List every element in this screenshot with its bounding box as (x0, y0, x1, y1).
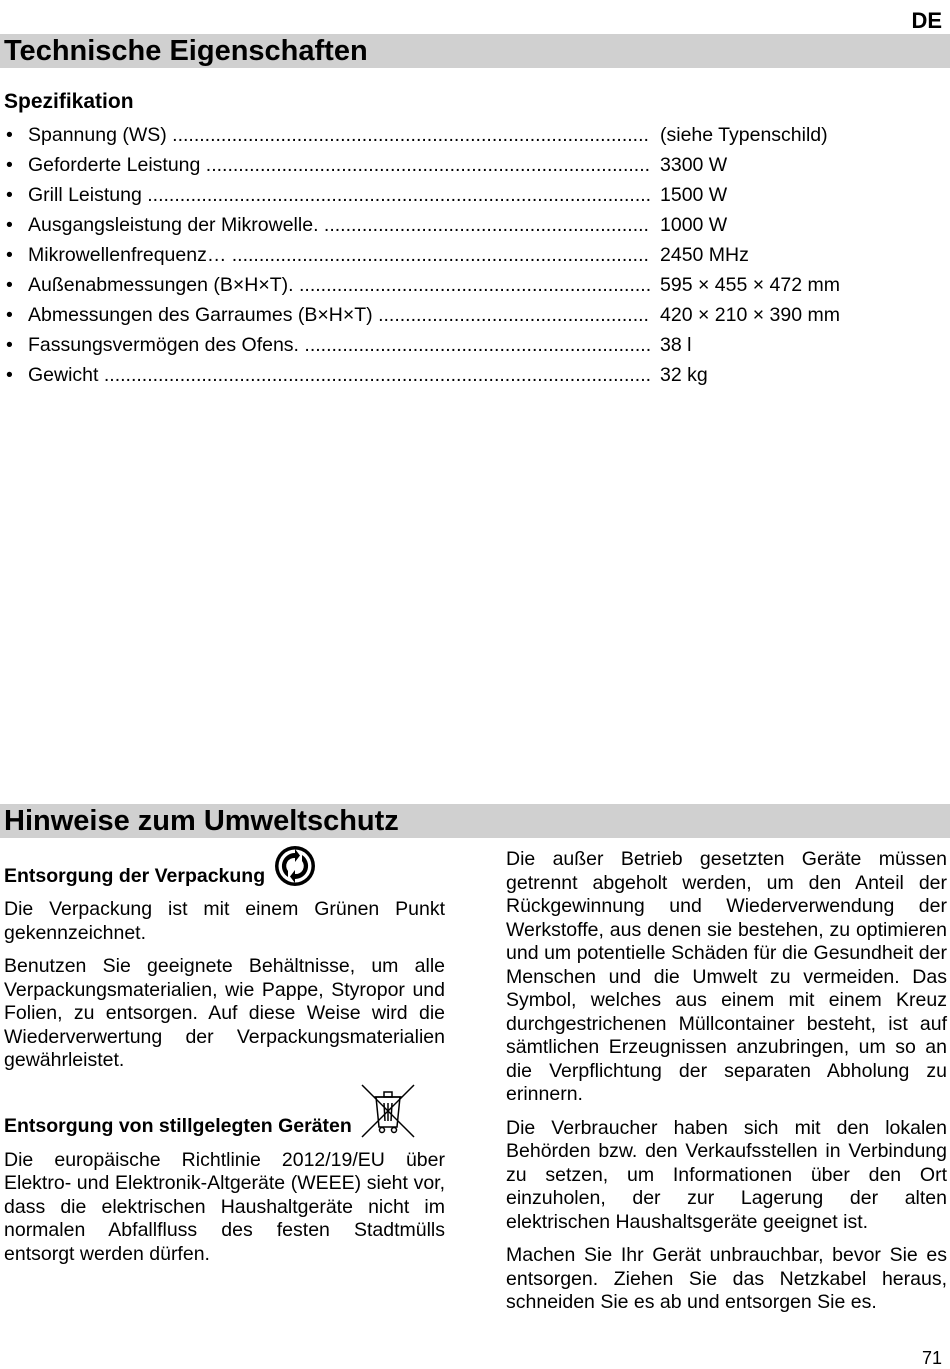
packaging-paragraph-2: Benutzen Sie geeignete Behältnisse, um alle Verpackungsmaterialien, wie Pappe, Styropor und Folien, zu entsorgen. Auf diese Weise wird die Wiederverwertung der Verpackungsmaterialien gewährleistet. (4, 955, 445, 1071)
section-title-environment: Hinweise zum Umweltschutz (0, 804, 950, 838)
spec-value: 3300 W (660, 154, 728, 176)
specification-heading: Spezifikation (4, 90, 134, 113)
left-column (4, 844, 445, 1276)
spec-label: Mikrowellenfrequenz… ..... (28, 240, 650, 270)
devices-heading-row (4, 1083, 445, 1139)
spec-value: (siehe Typenschild) (660, 124, 828, 146)
spec-value: 1000 W (660, 214, 728, 236)
spec-value: 595 × 455 × 472 mm (660, 274, 840, 296)
language-code: DE (911, 8, 942, 33)
spec-label: Abmessungen des Garraumes (B×H×T) ..... (28, 300, 650, 330)
bullet-icon: • (6, 244, 13, 266)
spec-label: Grill Leistung ..... (28, 180, 650, 210)
packaging-heading: Entsorgung der Verpackung (4, 864, 266, 887)
spec-value: 420 × 210 × 390 mm (660, 304, 840, 326)
spec-label: Spannung (WS) ..... (28, 120, 650, 150)
devices-paragraph-1: Die europäische Richtlinie 2012/19/EU über Elektro- und Elektronik-Altgeräte (WEEE) sieht vor, dass die elektrischen Haushaltgeräte nicht im normalen Abfallfluss des festen Stadtmülls entsorgt werden dürfen. (4, 1148, 445, 1265)
spec-value: 38 l (660, 334, 692, 356)
bullet-icon: • (6, 364, 13, 386)
packaging-heading-row (4, 844, 445, 888)
bullet-icon: • (6, 124, 13, 146)
spec-label: Geforderte Leistung ..... (28, 150, 650, 180)
crossed-bin-icon (360, 1083, 416, 1139)
devices-heading: Entsorgung von stillgelegten Geräten (4, 1115, 352, 1137)
green-dot-icon (273, 844, 317, 888)
spec-label: Fassungsvermögen des Ofens. ..... (28, 330, 650, 360)
bullet-icon: • (6, 214, 13, 236)
bullet-icon: • (6, 154, 13, 176)
spec-label: Außenabmessungen (B×H×T). ..... (28, 270, 650, 300)
spec-value: 1500 W (660, 184, 728, 206)
right-column (506, 848, 947, 1325)
bullet-icon: • (6, 304, 13, 326)
spec-label: Ausgangsleistung der Mikrowelle. ..... (28, 210, 650, 240)
bullet-icon: • (6, 274, 13, 296)
section-title-technical: Technische Eigenschaften (0, 34, 950, 68)
right-paragraph-3: Machen Sie Ihr Gerät unbrauchbar, bevor Sie es entsorgen. Ziehen Sie das Netzkabel heraus, schneiden Sie es ab und entsorgen Sie es. (506, 1244, 947, 1313)
spec-value: 32 kg (660, 364, 708, 386)
spec-label: Gewicht ..... (28, 360, 650, 390)
bullet-icon: • (6, 334, 13, 356)
packaging-paragraph-1: Die Verpackung ist mit einem Grünen Punkt gekennzeichnet. (4, 898, 445, 944)
spec-value: 2450 MHz (660, 244, 749, 266)
bullet-icon: • (6, 184, 13, 206)
page-number: 71 (921, 1348, 942, 1368)
right-paragraph-1: Die außer Betrieb gesetzten Geräte müssen getrennt abgeholt werden, um den Anteil der Rückgewinnung und Wiederverwendung der Werkstoffe, aus denen sie bestehen, zu optimieren und um potentielle Schäden für die Gesundheit der Menschen und die Umwelt zu vermeiden. Das Symbol, welches aus einem mit einem Kreuz durchgestrichenen Müllcontainer besteht, ist auf sämtlichen Erzeugnissen anzubringen, um so an die Verpflichtung der separaten Abholung zu erinnern. (506, 848, 947, 1105)
right-paragraph-2: Die Verbraucher haben sich mit den lokalen Behörden bzw. den Verkaufsstellen in Verbindung zu setzen, um Informationen über den Ort einzuholen, der zur Lagerung der alten elektrischen Haushaltsgeräte geeignet ist. (506, 1116, 947, 1233)
